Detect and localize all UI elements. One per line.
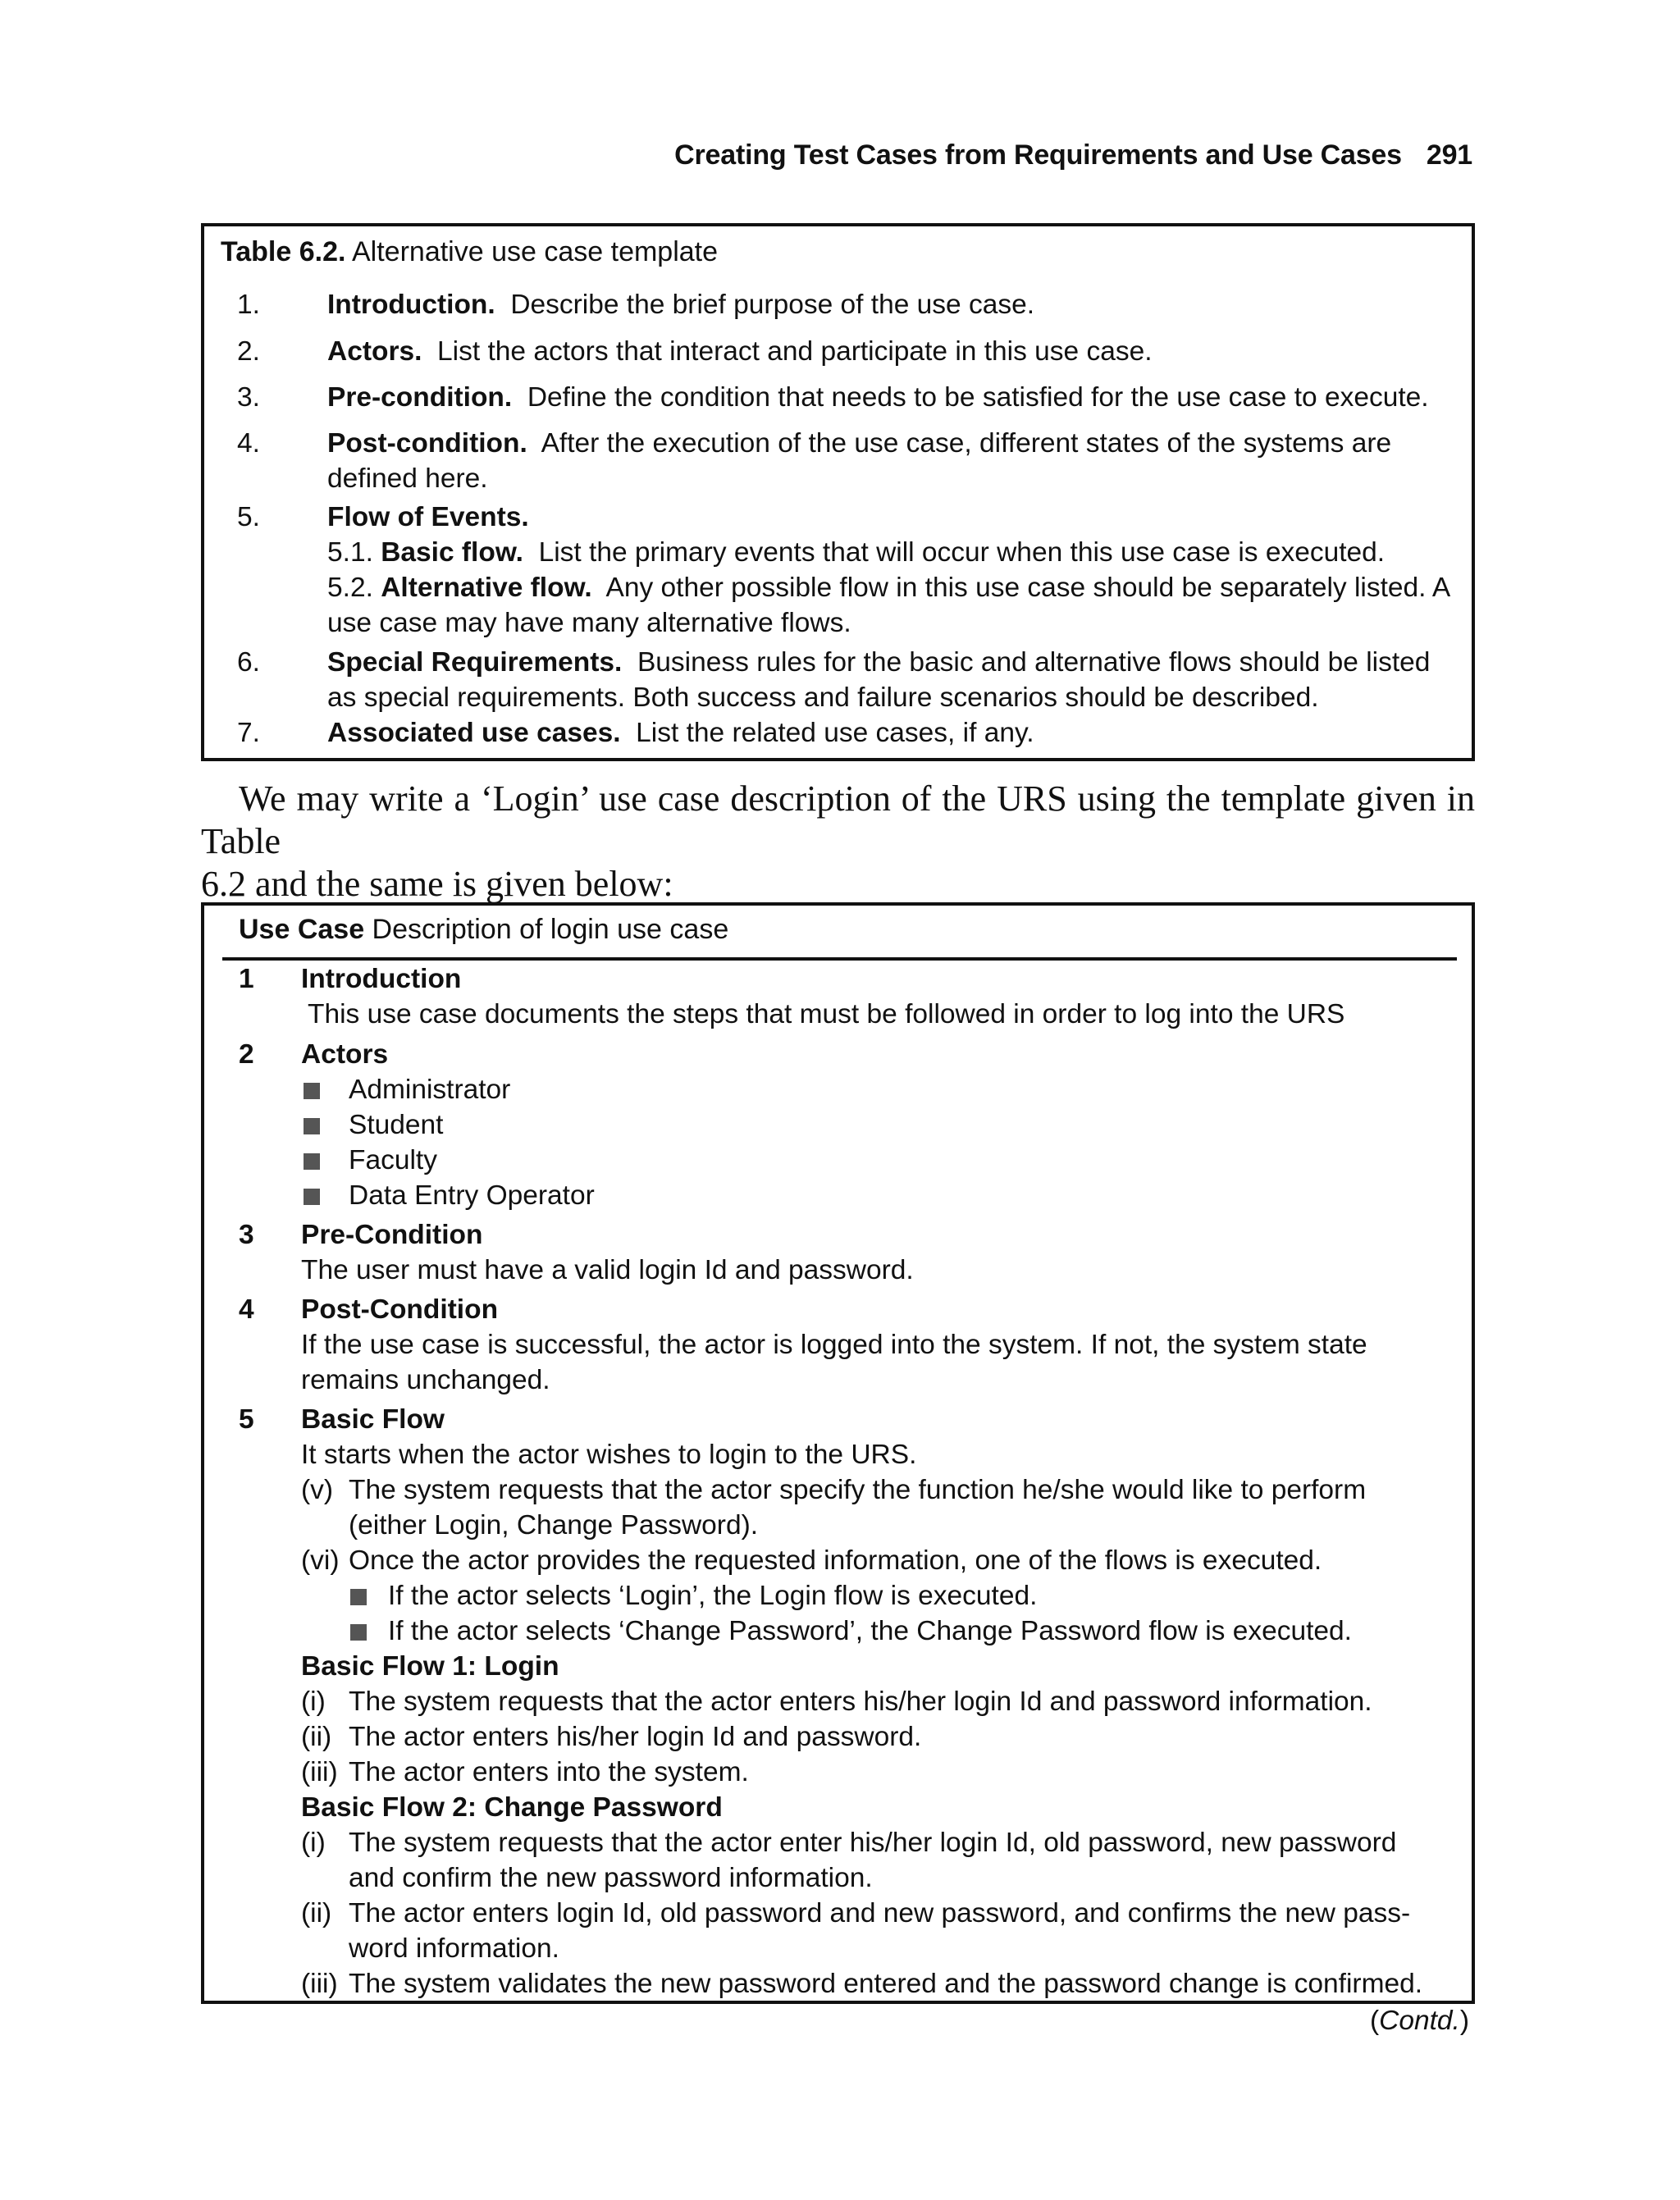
flow-bullet: If the actor selects ‘Change Password’, the Change Password flow is executed. [388,1616,1352,1646]
use-case-box [201,902,1475,2004]
actor-item: Data Entry Operator [349,1180,595,1211]
section-heading: Pre-Condition [301,1220,483,1250]
step-label: (iii) [301,1969,338,1999]
step-label: (vi) [301,1545,340,1576]
section-heading: Basic Flow [301,1404,445,1435]
section-text: It starts when the actor wishes to login to the URS. [301,1440,917,1470]
section-number: 3 [239,1220,254,1250]
sub-item-5-2: 5.2. Alternative flow. Any other possible flow in this use case should be separately listed. A use case may have many alternative flows. [327,573,1451,638]
step-text: and confirm the new password information. [349,1863,873,1893]
use-case-title: Use Case Description of login use case [239,914,729,945]
step-text: Once the actor provides the requested information, one of the flows is executed. [349,1545,1322,1576]
step-text: The system validates the new password entered and the password change is confirmed. [349,1969,1423,1999]
actor-item: Student [349,1110,444,1140]
bullet-square-icon [304,1153,320,1170]
actor-item: Administrator [349,1075,511,1105]
step-text: The system requests that the actor enter his/her login Id, old password, new password [349,1828,1397,1858]
step-label: (ii) [301,1722,332,1752]
continued-note: (Contd.) [1369,2006,1469,2036]
section-heading: Actors [301,1039,389,1070]
section-number: 2 [239,1039,254,1070]
step-label: (v) [301,1475,334,1505]
step-label: (i) [301,1828,326,1858]
section-heading: Post-Condition [301,1294,499,1325]
page-number: 291 [1426,139,1472,171]
step-text: The actor enters login Id, old password and new password, and confirms the new pass- [349,1898,1411,1928]
step-label: (ii) [301,1898,332,1928]
step-text: (either Login, Change Password). [349,1510,759,1540]
body-paragraph: We may write a ‘Login’ use case description of the URS using the template given in Table 6.2 and the same is given below: [201,778,1475,904]
section-heading: Introduction [301,964,462,994]
step-text: The actor enters his/her login Id and password. [349,1722,922,1752]
bullet-square-icon [304,1083,320,1099]
step-text: The actor enters into the system. [349,1757,749,1787]
section-text: This use case documents the steps that must be followed in order to log into the URS [308,999,1345,1029]
table-6-2-box: Table 6.2. Alternative use case template 1. Introduction. Describe the brief purpose of the use case. 2. Actors. List the actors that interact and participate in this use case. 3. Pre-condition. Define the condition that needs to be satisfied for the use case to execute. 4. Post-condition. After the execution of the use case, different states of the systems are defined here. 5. Flow of Events. 5.1. Basic flow. List the primary events that will occur when this use case is executed. 5.2. Alternative flow. Any other possible flow in this use case should be separately listed. A use case may have many alternative flows. 6. Special Requirements. Business rules for the basic and alternative flows should be listed as special requirements. Both success and failure scenarios should be described. 7. Associated use cases. List the related use cases, if any. [201,223,1475,761]
actor-item: Faculty [349,1145,437,1175]
section-number: 1 [239,964,254,994]
bullet-square-icon [304,1118,320,1134]
flow-bullet: If the actor selects ‘Login’, the Login flow is executed. [388,1581,1038,1611]
step-text: The system requests that the actor enters his/her login Id and password information. [349,1687,1372,1717]
bullet-square-icon [350,1589,367,1605]
chapter-title: Creating Test Cases from Requirements and Use Cases [674,139,1402,171]
section-number: 5 [239,1404,254,1435]
step-label: (iii) [301,1757,338,1787]
flow-heading: Basic Flow 2: Change Password [301,1792,723,1823]
section-text: If the use case is successful, the actor is logged into the system. If not, the system state [301,1330,1367,1360]
section-text: The user must have a valid login Id and password. [301,1255,914,1285]
bullet-square-icon [350,1624,367,1641]
step-text: word information. [349,1933,559,1964]
section-number: 4 [239,1294,254,1325]
sub-item-5-1: 5.1. Basic flow. List the primary events that will occur when this use case is executed. [327,537,1386,568]
flow-heading: Basic Flow 1: Login [301,1651,559,1682]
running-header [201,139,1472,171]
title-divider [222,957,1457,961]
table-caption: Table 6.2. Alternative use case template [221,236,719,267]
section-text: remains unchanged. [301,1365,550,1395]
step-text: The system requests that the actor specify the function he/she would like to perform [349,1475,1367,1505]
step-label: (i) [301,1687,326,1717]
bullet-square-icon [304,1189,320,1205]
